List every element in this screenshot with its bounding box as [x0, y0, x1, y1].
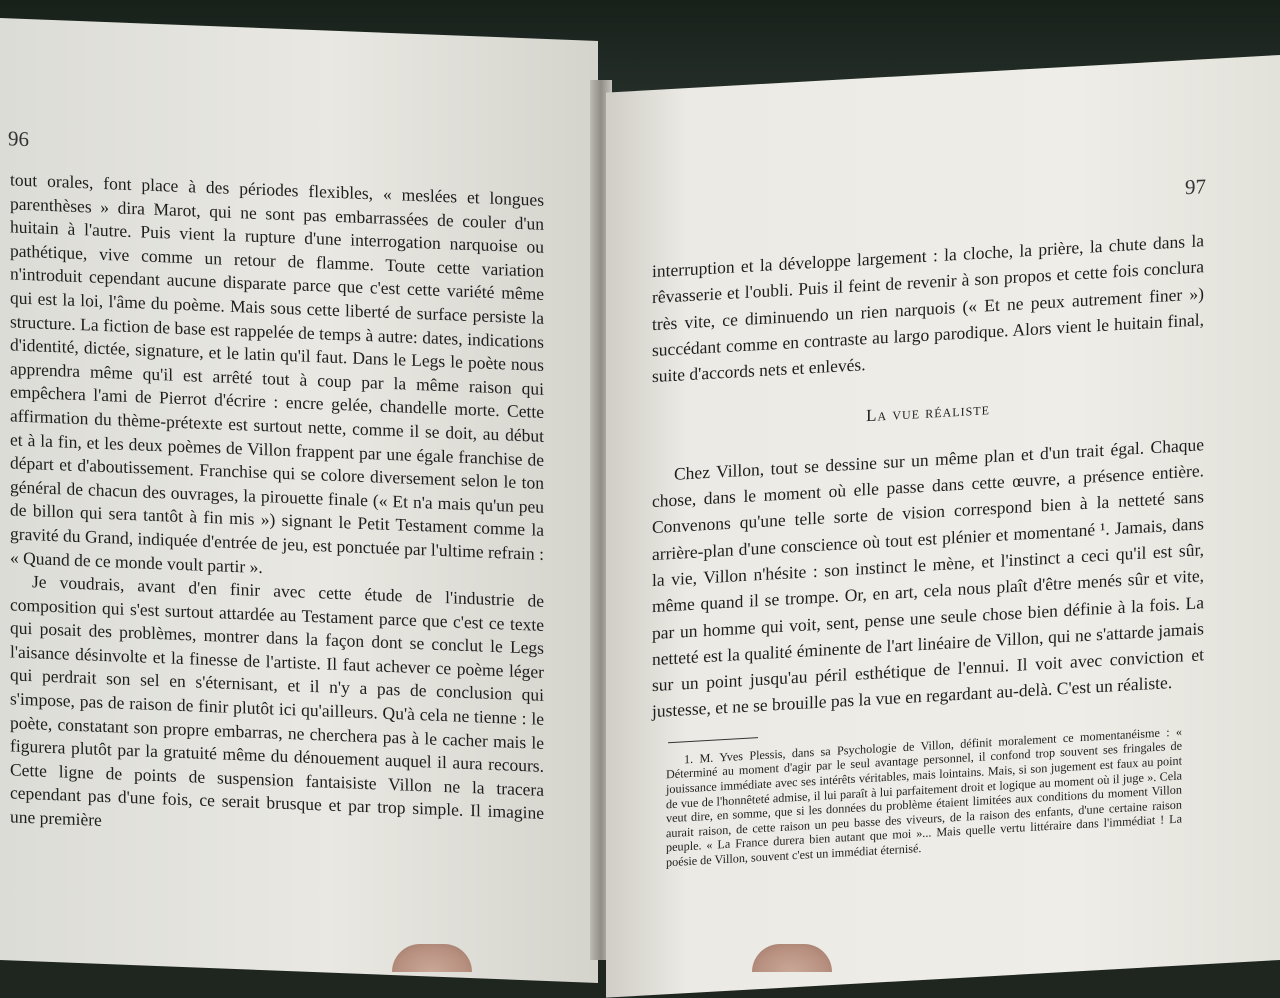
thumb-right: [752, 944, 832, 972]
thumb-left: [392, 944, 472, 972]
paragraph: tout orales, font place à des périodes flexibles, « meslées et longues parenthèses » dira Marot, qui ne sont pas embarrassées de couler d'un huitain à l'autre. Puis vient la rupture d'une interrogation narquoise ou pathétique, vive comme un retour de flamme. Toute cette variation n'introduit cependant aucune disparate parce que c'est cette variété même qui est la loi, l'âme du poème. Mais sous cette liberté de surface persiste la structure. La fiction de base est rappelée de temps à autre: dates, indications d'identité, dictée, signature, et le latin qu'il faut. Dans le Legs le poète nous apprendra même qu'il est arrêté tout à coup par la même raison qui empêchera l'ami de Pierrot d'écrire : encre gelée, chandelle morte. Cette affirmation du thème-prétexte est surtout nette, comme il se doit, au début et à la fin, et les deux poèmes de Villon frappent par une égale franchise de départ et d'aboutissement. Franchise qui se colore diversement selon le ton général de chacun des ouvrages, la pirouette finale (« Et n'a mais qu'un peu de billon qui sera tantôt à fin mis ») signant le Petit Testament comme la gravité du Grand, indiquée d'entrée de jeu, est ponctuée par l'ultime refrain : « Quand de ce monde voult partir ».: [10, 169, 544, 577]
left-page: [0, 18, 598, 983]
left-page-text: [10, 168, 544, 849]
footnote-text: 1. M. Yves Plessis, dans sa Psychologie de Villon, définit moralement ce momentanéisme : « Déterminé au moment d'agir par le seul avantage personnel, il confond trop souvent ses fringales de jouissance immédiate avec ses intérêts véritables, mais lointains. Mais, si son jugement est faux au point de vue de l'honnêteté admise, il lui paraît à lui parfaitement droit et logique au moment où il juge ». Cela veut dire, en somme, que si les données du problème étaient limitées aux conditions du moment Villon aurait raison, de cette raison un peu basse des viveurs, de la raison des enfants, d'une certaine raison peuple. « La France durera bien autant que moi »... Mais quelle vertu littéraire dans l'immédiat ! La poésie de Villon, souvent c'est un immédiat éternisé.: [666, 724, 1182, 870]
page-number-right: 97: [1185, 174, 1206, 200]
section-title: La vue réaliste: [866, 399, 990, 426]
footnote: [652, 723, 1204, 871]
paragraph: Chez Villon, tout se dessine sur un même plan et d'un trait égal. Chaque chose, dans le moment où elle passe dans cette œuvre, a présence entière. Convenons qu'une telle sorte de vision correspond bien à la netteté sans arrière-plan d'une conscience où tout est plénier et momentané ¹. Jamais, dans la vie, Villon n'hésite : son instinct le mène, et l'instinct a ceci qu'il est sûr, même quand il se trompe. Or, en art, cela nous plaît d'être menés sûr et vite, par un homme qui voit, sent, pense une seule chose bien définie à la fois. La netteté est la qualité éminente de l'art linéaire de Villon, qui ne s'attarde jamais sur un point jusqu'au péril esthétique de l'ennui. Il voit avec conviction et justesse, et ne se brouille pas la vue en regardant au-delà. C'est un réaliste.: [652, 434, 1204, 722]
right-page-text: [652, 227, 1204, 870]
paragraph: interruption et la développe largement : la cloche, la prière, la chute dans la rêvasserie et l'oubli. Puis il feint de revenir à son propos et cette fois conclura très vite, ce diminuendo un rien narquois (« Et ne peux autrement finer ») succédant comme en contraste au largo parodique. Alors vient le huitain final, suite d'accords nets et enlevés.: [652, 230, 1204, 387]
page-number-left: 96: [8, 126, 29, 152]
footnote-rule: [668, 737, 758, 743]
paragraph: Je voudrais, avant d'en finir avec cette étude de l'industrie de composition qui s'est surtout attardée au Testament parce que c'est ce texte qui posait des problèmes, montrer dans la façon dont se conclut le Legs l'aisance désinvolte et la finesse de l'artiste. Il faut achever ce poème léger qui perdrait son sel en s'éternisant, et il n'y a pas de conclusion qui s'impose, pas de raison de finir plutôt ici qu'ailleurs. Qu'à cela ne tienne : le poète, constatant son propre embarras, ne cherchera pas à le cacher mais le figurera plutôt par la gratuité même du dénouement auquel il aura recours. Cette ligne de points de suspension fantaisiste Villon ne la tracera cependant pas d'une fois, ce serait brusque et par trop simple. Il imagine une première: [10, 571, 544, 830]
right-page: [606, 55, 1280, 998]
